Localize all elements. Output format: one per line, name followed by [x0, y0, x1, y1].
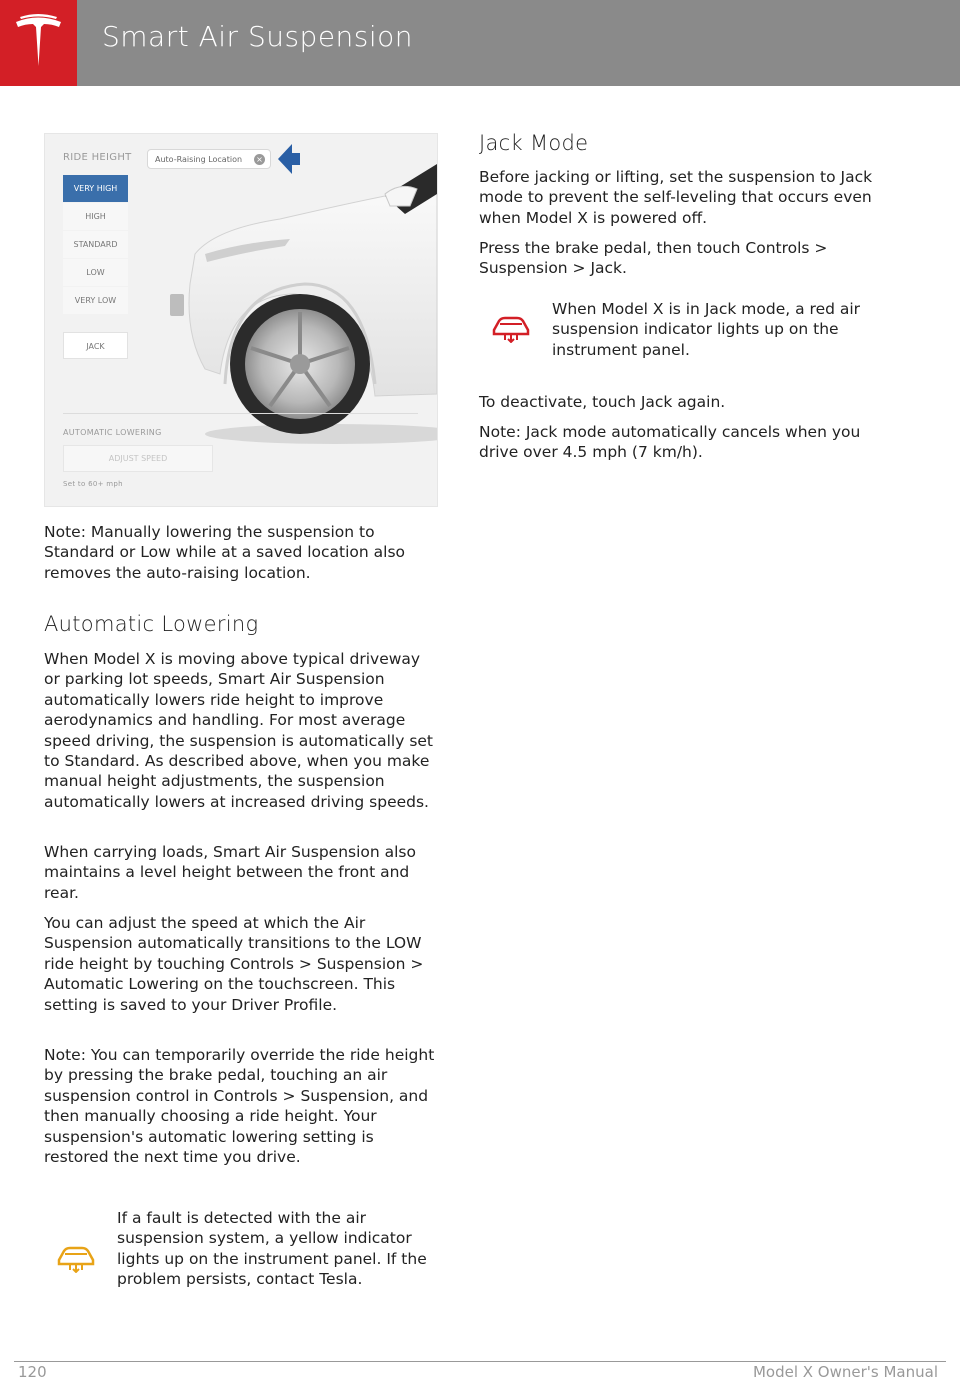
- automatic-lowering-para-3: You can adjust the speed at which the Air Suspension automatically transitions to the LOW ride height by touching Controls > Suspension > Automatic Lowering on the touchscreen. This setting is saved to your Driver Profile.: [44, 914, 424, 1014]
- note-override: Note: You can temporarily override the ride height by pressing the brake pedal, touching an air suspension control in Controls > Suspension, and then manually choosing a ride height. Your suspension's automatic lowering setting is restored the next time you drive.: [44, 1046, 435, 1167]
- tesla-t-icon: [14, 14, 63, 72]
- height-very-high-button[interactable]: VERY HIGH: [63, 175, 128, 202]
- automatic-lowering-label: AUTOMATIC LOWERING: [63, 428, 162, 437]
- page-title: Smart Air Suspension: [102, 20, 414, 53]
- page-header: [0, 0, 960, 86]
- jack-mode-note: Note: Jack mode automatically cancels when you drive over 4.5 mph (7 km/h).: [479, 423, 861, 462]
- tesla-logo: [0, 0, 77, 86]
- jack-button[interactable]: JACK: [63, 332, 128, 359]
- height-standard-button[interactable]: STANDARD: [63, 231, 128, 258]
- jack-mode-heading: Jack Mode: [479, 131, 589, 155]
- air-suspension-warning-icon: [56, 1245, 96, 1273]
- manual-title: Model X Owner's Manual: [752, 1363, 938, 1381]
- divider: [63, 413, 418, 414]
- automatic-lowering-para-2: When carrying loads, Smart Air Suspension also maintains a level height between the front and rear.: [44, 843, 416, 902]
- pointer-arrow-icon: [278, 144, 300, 174]
- automatic-lowering-para-1: When Model X is moving above typical driveway or parking lot speeds, Smart Air Suspension automatically lowers ride height to improve aerodynamics and handling. For most average speed driving, the suspension is automatically set to Standard. As described above, when you make manual height adjustments, the suspension automatically lowers at increased driving speeds.: [44, 650, 434, 811]
- footer-divider: [14, 1361, 946, 1362]
- jack-mode-para-1: Before jacking or lifting, set the suspension to Jack mode to prevent the self-leveling that occurs even when Model X is powered off.: [479, 168, 873, 227]
- ride-height-label: RIDE HEIGHT: [63, 152, 132, 163]
- page-number: 120: [18, 1363, 47, 1381]
- auto-raising-location-label: Auto-Raising Location: [155, 155, 243, 164]
- height-low-button[interactable]: LOW: [63, 259, 128, 286]
- height-very-low-button[interactable]: VERY LOW: [63, 287, 128, 314]
- jack-indicator-text: When Model X is in Jack mode, a red air suspension indicator lights up on the instrument panel.: [552, 300, 861, 359]
- set-to-speed-label: Set to 60+ mph: [63, 480, 123, 488]
- auto-raising-location-chip[interactable]: [147, 149, 271, 169]
- note-manual-lowering: Note: Manually lowering the suspension to Standard or Low while at a saved location also removes the auto-raising location.: [44, 523, 406, 582]
- jack-mode-deactivate: To deactivate, touch Jack again.: [479, 393, 726, 411]
- jack-mode-para-2: Press the brake pedal, then touch Controls > Suspension > Jack.: [479, 239, 828, 278]
- fault-indicator-text: If a fault is detected with the air suspension system, a yellow indicator lights up on the instrument panel. If the problem persists, contact Tesla.: [117, 1209, 427, 1289]
- adjust-speed-button[interactable]: ADJUST SPEED: [63, 445, 213, 472]
- height-high-button[interactable]: HIGH: [63, 203, 128, 230]
- suspension-ui-screenshot: [44, 133, 438, 507]
- air-suspension-jack-icon: [491, 315, 531, 343]
- close-icon[interactable]: ×: [254, 154, 265, 165]
- automatic-lowering-heading: Automatic Lowering: [44, 612, 259, 636]
